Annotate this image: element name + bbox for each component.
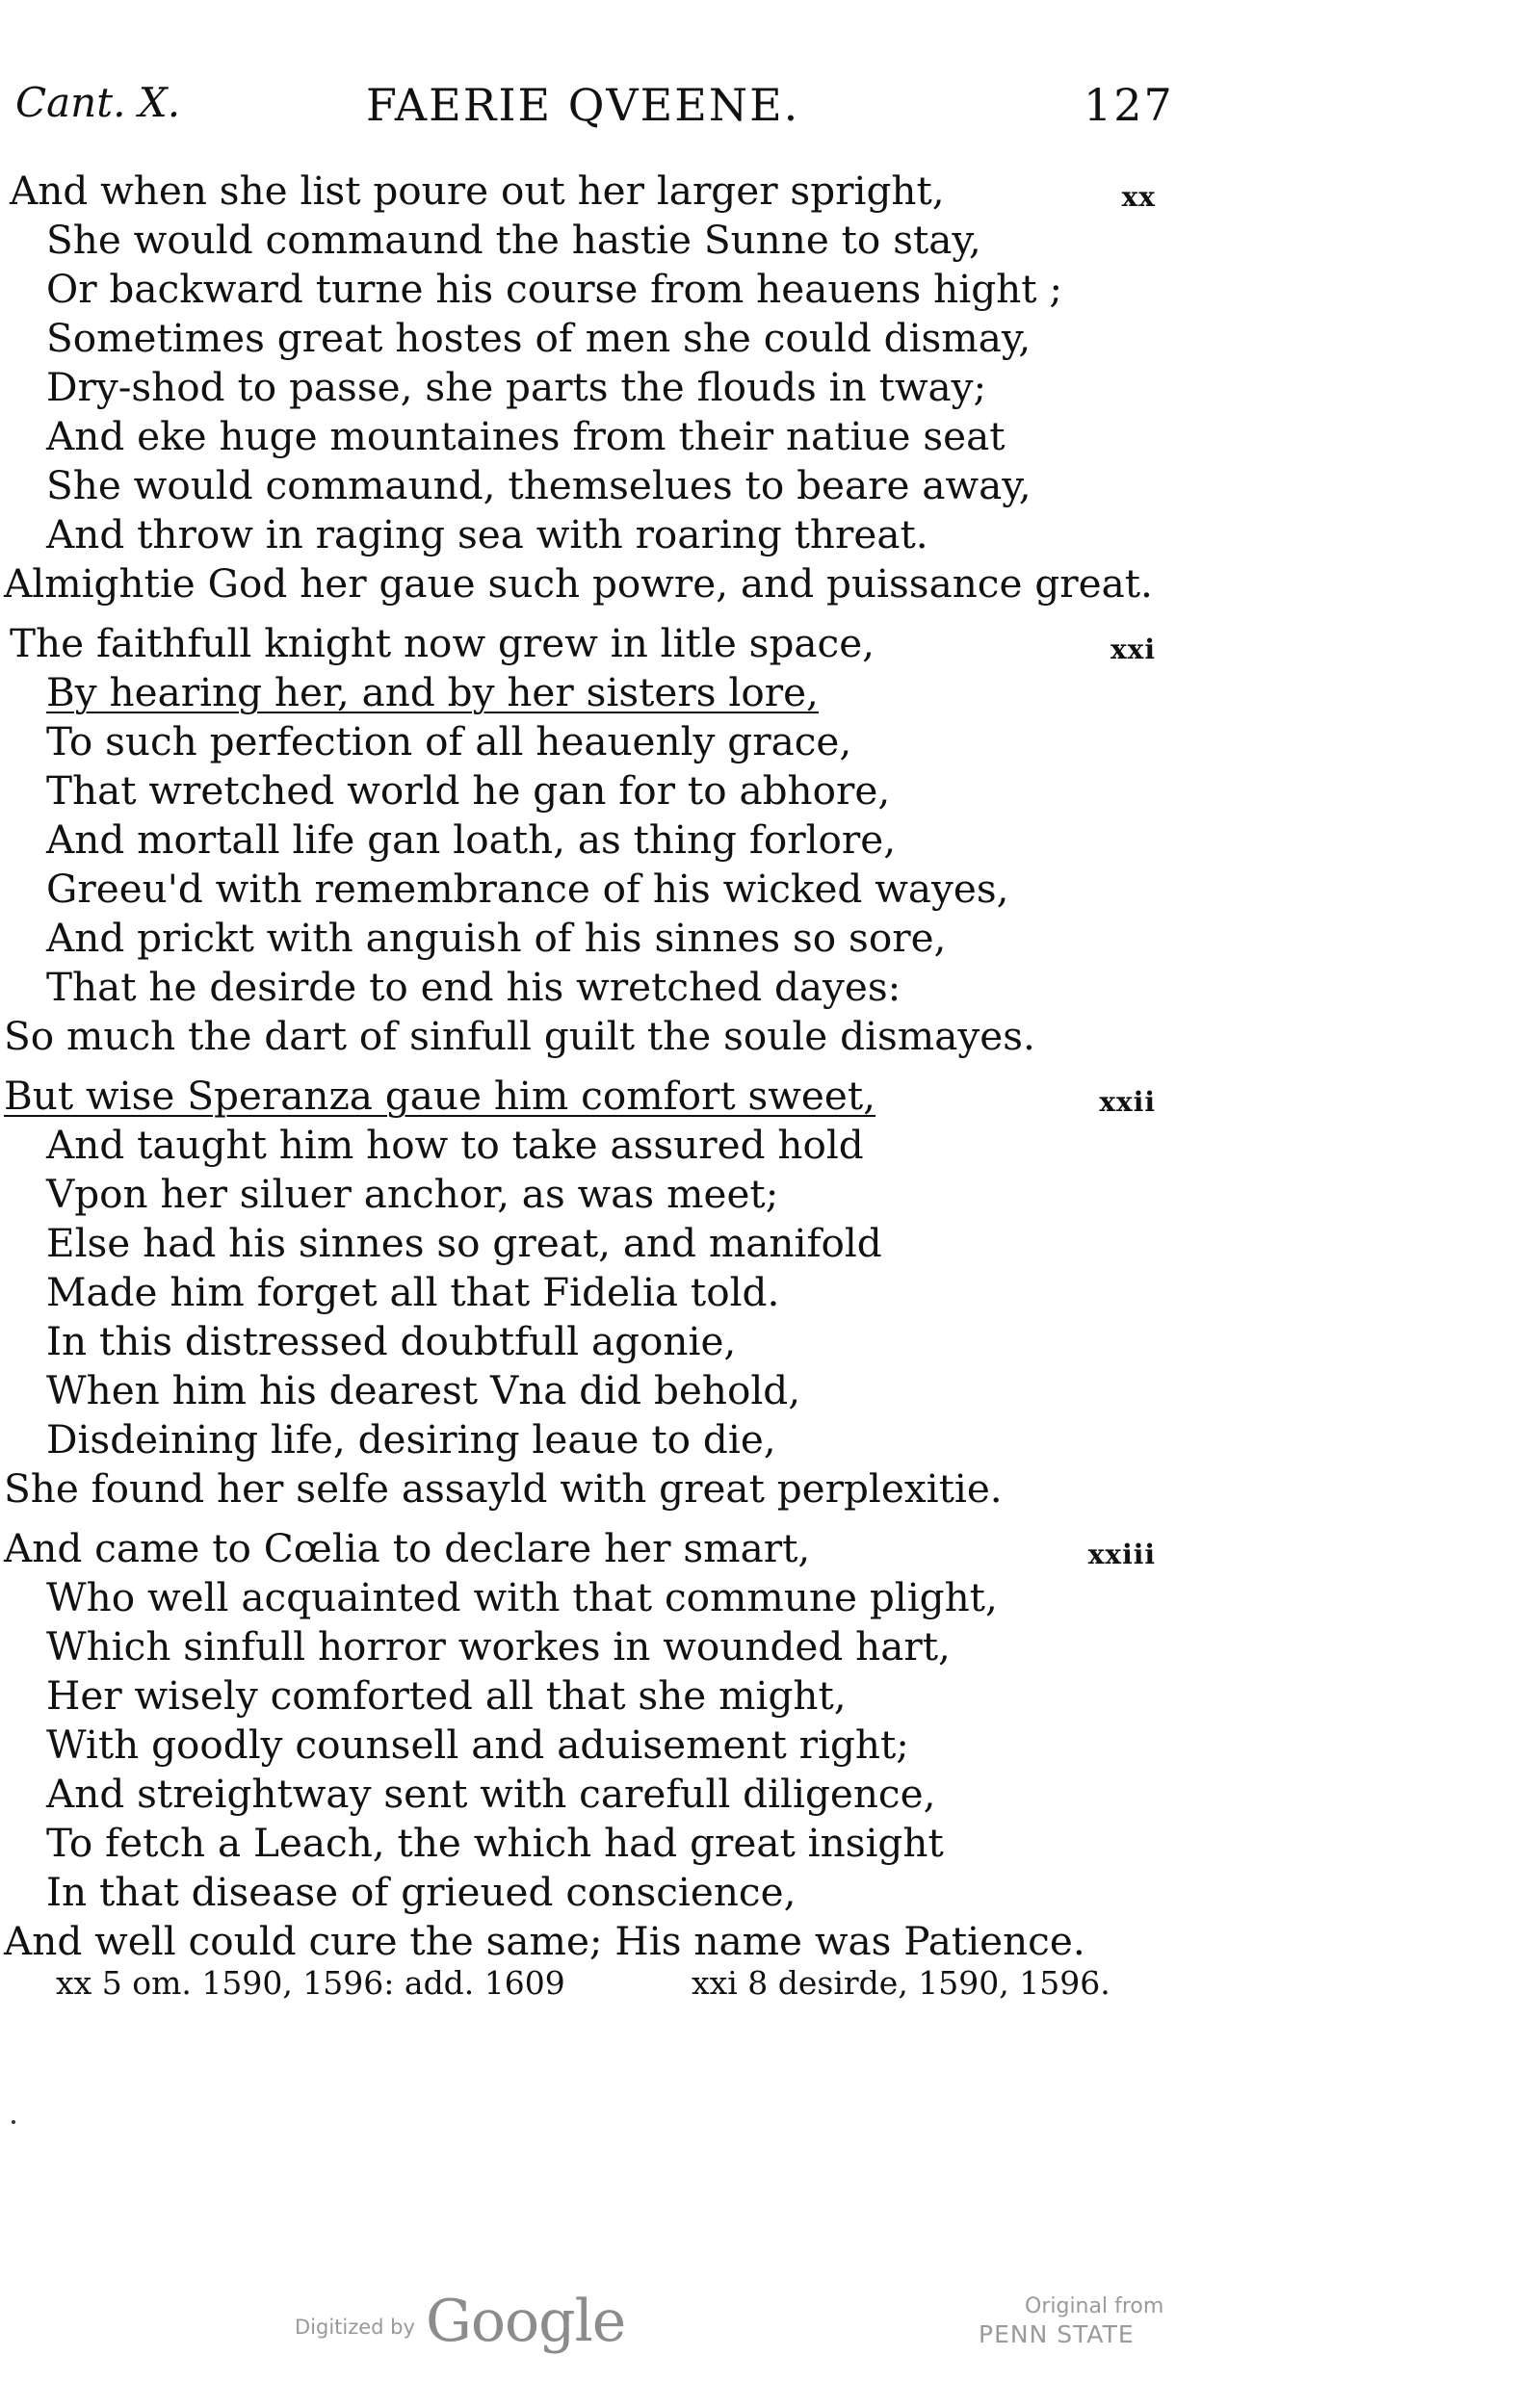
verse-line: Greeu'd with remembrance of his wicked wayes, [46,866,1009,912]
verse-line: In that disease of grieued conscience, [46,1869,797,1915]
verse-line: To fetch a Leach, the which had great insight [46,1820,944,1866]
original-from-label: Original from [1025,2294,1164,2318]
verse-line: Made him forget all that Fidelia told. [46,1269,780,1315]
verse-line: And mortall life gan loath, as thing forlore, [46,816,897,863]
running-title: FAERIE QVEENE. [366,79,800,131]
canto-label: Cant. X. [15,79,181,126]
verse-line: Disdeining life, desiring leaue to die, [46,1416,776,1463]
stanza-number: xxi [1110,634,1156,665]
alexandrine-line: She found her selfe assayld with great perplexitie. [4,1465,1003,1512]
verse-line: And came to Cœlia to declare her smart, [4,1525,811,1571]
footnote-xx: xx 5 om. 1590, 1596: add. 1609 [56,1964,565,2002]
alexandrine-line: And well could cure the same; His name was Patience. [4,1918,1085,1964]
verse-line: And when she list poure out her larger spright, [10,168,945,214]
verse-line: When him his dearest Vna did behold, [46,1367,801,1413]
stanza-number: xxiii [1087,1539,1156,1570]
stanza-number: xx [1121,181,1156,213]
verse-line: She would commaund the hastie Sunne to stay, [46,217,981,263]
verse-line: And taught him how to take assured hold [46,1122,864,1168]
verse-line: Sometimes great hostes of men she could dismay, [46,315,1032,361]
source-library: PENN STATE [979,2320,1135,2348]
footnote-xxi: xxi 8 desirde, 1590, 1596. [692,1964,1110,2002]
verse-line: Her wisely comforted all that she might, [46,1672,847,1719]
verse-line: Or backward turne his course from heauens hight ; [46,266,1063,312]
verse-line: And streightway sent with carefull diligence, [46,1771,936,1817]
verse-line: But wise Speranza gaue him comfort sweet, [4,1073,876,1119]
stanza-number: xxii [1099,1086,1156,1118]
alexandrine-line: So much the dart of sinfull guilt the soule dismayes. [4,1013,1035,1059]
verse-line: And eke huge mountaines from their natiue seat [46,413,1006,459]
verse-line: Vpon her siluer anchor, as was meet; [46,1171,779,1217]
alexandrine-line: Almightie God her gaue such powre, and puissance great. [4,560,1153,607]
verse-line: Dry-shod to passe, she parts the flouds in tway; [46,364,987,410]
verse-line: In this distressed doubtfull agonie, [46,1318,737,1364]
verse-line: She would commaund, themselues to beare away, [46,462,1032,508]
verse-line: That he desirde to end his wretched dayes: [46,964,901,1010]
verse-line: Who well acquainted with that commune plight, [46,1574,998,1620]
verse-line: To such perfection of all heauenly grace, [46,718,852,764]
verse-line: Else had his sinnes so great, and manifold [46,1220,882,1266]
verse-line: With goodly counsell and aduisement right; [46,1722,909,1768]
verse-line: The faithfull knight now grew in litle space, [10,620,875,666]
digitized-by-label: Digitized by [295,2316,415,2339]
verse-line: Which sinfull horror workes in wounded hart, [46,1623,951,1670]
verse-line: And prickt with anguish of his sinnes so sore, [46,915,947,961]
verse-line: By hearing her, and by her sisters lore, [46,669,819,715]
verse-line: And throw in raging sea with roaring threat. [46,511,928,557]
page-number: 127 [1084,79,1174,131]
verse-line: That wretched world he gan for to abhore, [46,767,891,814]
ink-dot [12,2120,15,2124]
google-logo: Google [426,2288,626,2355]
